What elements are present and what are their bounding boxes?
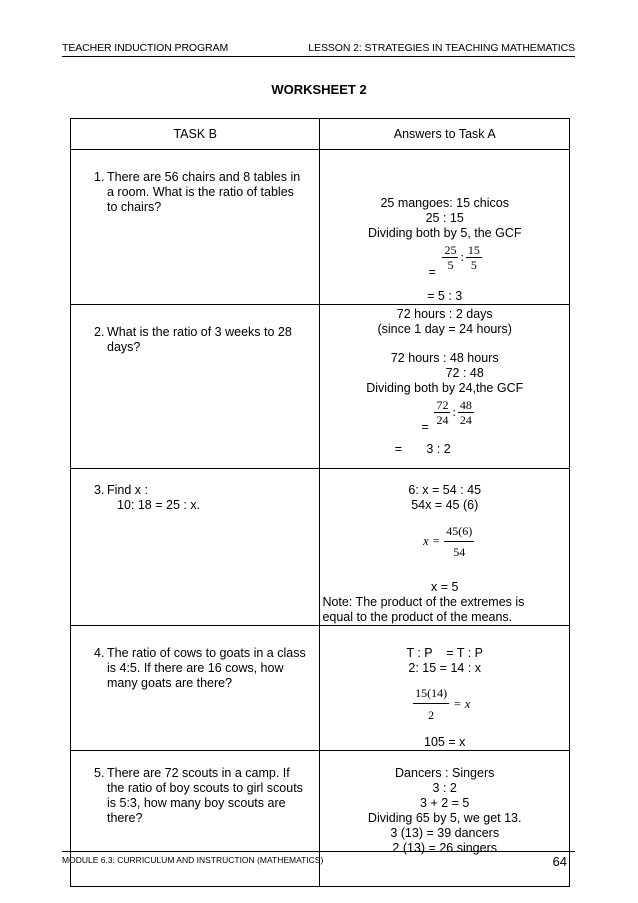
fraction-denominator: 5 bbox=[470, 258, 477, 272]
answer-line: 72 hours : 2 days bbox=[396, 307, 493, 321]
question-text bbox=[94, 646, 307, 691]
fraction-numerator: 15 bbox=[467, 243, 480, 257]
fraction bbox=[442, 243, 458, 272]
table-row bbox=[71, 305, 570, 469]
fraction-expression bbox=[320, 686, 569, 724]
fraction-denominator: 54 bbox=[453, 545, 466, 559]
answer-line: 2: 15 = 14 : x bbox=[408, 661, 482, 675]
footer-module: MODULE 6.3: CURRICULUM AND INSTRUCTION (MATHEMATICS) bbox=[62, 855, 324, 865]
page-footer bbox=[62, 851, 575, 869]
answer-line: 25 : 15 bbox=[425, 211, 464, 225]
fraction-numerator: 25 bbox=[444, 243, 457, 257]
fraction bbox=[466, 243, 482, 272]
fraction-expression bbox=[320, 524, 569, 560]
question-cell bbox=[71, 150, 320, 305]
answer-line: 72 : 48 bbox=[445, 366, 484, 380]
fraction-numerator: 45(6) bbox=[444, 524, 474, 542]
page-number: 64 bbox=[552, 854, 567, 869]
page-title: WORKSHEET 2 bbox=[271, 82, 367, 97]
fraction-numerator: 72 bbox=[436, 398, 449, 412]
header-left: TEACHER INDUCTION PROGRAM bbox=[62, 42, 229, 54]
answer-line: Dancers : Singers bbox=[395, 766, 495, 780]
question-cell bbox=[71, 305, 320, 469]
column-header-answers: Answers to Task A bbox=[320, 119, 570, 150]
answer-cell bbox=[320, 150, 570, 305]
question-text bbox=[94, 325, 307, 355]
ratio-colon: : bbox=[452, 405, 456, 419]
worksheet-table bbox=[70, 118, 570, 887]
fraction-denominator: 2 bbox=[428, 708, 435, 722]
table-row bbox=[71, 626, 570, 751]
equation-rhs: = x bbox=[453, 696, 471, 711]
answer-line: = 5 : 3 bbox=[427, 289, 463, 303]
question-number: 3. bbox=[94, 483, 105, 497]
answer-line: 105 = x bbox=[424, 735, 466, 749]
question-text bbox=[94, 483, 307, 513]
page-header bbox=[62, 42, 575, 57]
ratio-colon: : bbox=[460, 250, 464, 264]
answer-cell bbox=[320, 626, 570, 751]
question-cell bbox=[71, 626, 320, 751]
answer-line: 3 : 2 bbox=[432, 781, 457, 795]
equals-sign: = bbox=[428, 265, 436, 279]
answer-line: 6: x = 54 : 45 bbox=[408, 483, 482, 497]
fraction bbox=[444, 524, 474, 559]
fraction-numerator: 15(14) bbox=[413, 686, 449, 704]
fraction-expression bbox=[320, 243, 569, 277]
question-line: to chairs? bbox=[107, 200, 162, 214]
answer-line: 3 + 2 = 5 bbox=[420, 796, 470, 810]
equation-lhs: x = bbox=[423, 534, 441, 548]
answer-cell bbox=[320, 469, 570, 626]
answer-line: x = 5 bbox=[430, 580, 459, 594]
question-number: 4. bbox=[94, 646, 105, 660]
answer-line: 54x = 45 (6) bbox=[411, 498, 479, 512]
table-row bbox=[71, 469, 570, 626]
question-line: there? bbox=[107, 811, 143, 825]
answer-line: T : P = T : P bbox=[406, 646, 483, 660]
question-line: many goats are there? bbox=[107, 676, 233, 690]
question-line: the ratio of boy scouts to girl scouts bbox=[107, 781, 303, 795]
question-line: The ratio of cows to goats in a class bbox=[107, 646, 306, 660]
header-right: LESSON 2: STRATEGIES IN TEACHING MATHEMATICS bbox=[308, 42, 575, 54]
answer-line: 3 (13) = 39 dancers bbox=[390, 826, 500, 840]
fraction-denominator: 24 bbox=[459, 413, 472, 427]
equals-sign: = bbox=[421, 420, 429, 434]
table-row bbox=[71, 150, 570, 305]
question-text bbox=[94, 766, 307, 826]
answer-line: Dividing both by 5, the GCF bbox=[367, 226, 522, 240]
answer-line: Note: The product of the extremes is bbox=[322, 595, 525, 609]
question-text bbox=[94, 170, 307, 215]
answer-line: Dividing 65 by 5, we get 13. bbox=[367, 811, 522, 825]
question-number: 2. bbox=[94, 325, 105, 339]
answer-line: Dividing both by 24,the GCF bbox=[366, 381, 524, 395]
fraction bbox=[458, 398, 474, 427]
fraction-numerator: 48 bbox=[459, 398, 472, 412]
question-line: a room. What is the ratio of tables bbox=[107, 185, 294, 199]
question-line: There are 56 chairs and 8 tables in bbox=[107, 170, 301, 184]
question-line: What is the ratio of 3 weeks to 28 bbox=[107, 325, 292, 339]
answer-cell bbox=[320, 305, 570, 469]
fraction bbox=[434, 398, 450, 427]
fraction bbox=[413, 686, 449, 722]
answer-line: 2 (13) = 26 singers bbox=[392, 841, 497, 855]
answer-line: = 3 : 2 bbox=[394, 442, 451, 456]
question-number: 5. bbox=[94, 766, 105, 780]
question-line: is 5:3, how many boy scouts are bbox=[107, 796, 286, 810]
table-header-row bbox=[71, 119, 570, 150]
question-line: Find x : bbox=[107, 483, 148, 497]
column-header-task-b: TASK B bbox=[71, 119, 320, 150]
question-line: days? bbox=[107, 340, 141, 354]
question-line: 10: 18 = 25 : x. bbox=[117, 498, 201, 512]
fraction-denominator: 5 bbox=[447, 258, 454, 272]
answer-line: 72 hours : 48 hours bbox=[390, 351, 499, 365]
answer-line: 25 mangoes: 15 chicos bbox=[380, 196, 509, 210]
question-line: is 4:5. If there are 16 cows, how bbox=[107, 661, 284, 675]
answer-line: (since 1 day = 24 hours) bbox=[377, 322, 512, 336]
question-line: There are 72 scouts in a camp. If bbox=[107, 766, 290, 780]
fraction-denominator: 24 bbox=[436, 413, 449, 427]
question-number: 1. bbox=[94, 170, 105, 184]
question-cell bbox=[71, 469, 320, 626]
answer-line: equal to the product of the means. bbox=[322, 610, 513, 624]
fraction-expression bbox=[320, 398, 569, 432]
